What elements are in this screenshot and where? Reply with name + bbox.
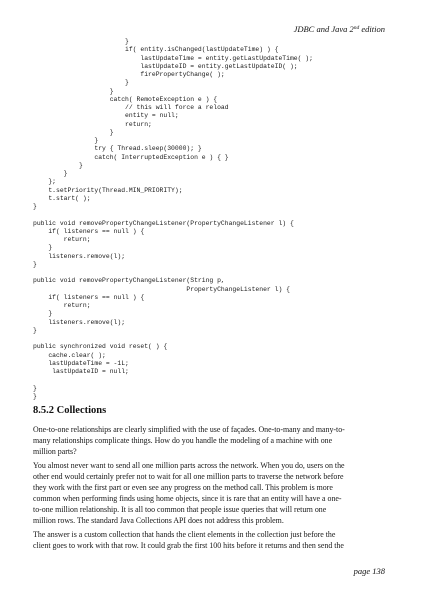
paragraph-2 bbox=[33, 461, 398, 526]
paragraph-line: million parts? bbox=[33, 446, 77, 456]
section-heading: 8.5.2 Collections bbox=[33, 405, 107, 416]
code-line: if( listeners == null ) { bbox=[33, 293, 145, 301]
code-line bbox=[33, 376, 313, 384]
code-line: } bbox=[33, 170, 68, 177]
code-line: } bbox=[33, 244, 53, 252]
paragraph-3 bbox=[33, 530, 398, 552]
paragraph-line: million rows. The standard Java Collections API does not address this problem. bbox=[33, 515, 284, 525]
running-header bbox=[294, 23, 385, 34]
code-line: public void removePropertyChangeListener(String p, bbox=[33, 277, 225, 285]
header-edition: edition bbox=[359, 24, 385, 34]
paragraph-line: common when performing finds using home objects, since it is rare that an entity will have a one- bbox=[33, 493, 342, 503]
code-line: catch( InterruptedException e ) { } bbox=[33, 153, 229, 161]
code-line: catch( RemoteException e ) { bbox=[33, 95, 218, 103]
code-line: } bbox=[33, 310, 53, 318]
header-title: JDBC and Java 2 bbox=[293, 24, 354, 34]
code-line: } bbox=[33, 260, 37, 268]
code-line: listeners.remove(l); bbox=[33, 252, 126, 260]
paragraph-line: other end would certainly prefer not to wait for all one million parts to traverse the network before bbox=[33, 471, 344, 481]
paragraph-1 bbox=[33, 425, 398, 458]
code-line: } bbox=[33, 384, 37, 392]
code-line: } bbox=[33, 87, 114, 95]
code-line: } bbox=[33, 79, 129, 87]
paragraph-line: client goes to work with that row. It could grab the first 100 hits before it returns and then send the bbox=[33, 540, 344, 550]
paragraph-line: many relationships complicate things. How do you handle the modeling of a machine with one bbox=[33, 435, 333, 445]
code-line: } bbox=[33, 161, 83, 169]
code-line: public void removePropertyChangeListener(PropertyChangeListener l) { bbox=[33, 219, 294, 227]
code-line: // this will force a reload bbox=[33, 104, 229, 111]
code-line: lastUpdateTime = -1L; bbox=[33, 359, 129, 367]
paragraph-line: One-to-one relationships are clearly simplified with the use of façades. One-to-many and many-to- bbox=[33, 425, 345, 434]
code-line: entity = null; bbox=[33, 112, 179, 120]
code-line: return; bbox=[33, 236, 91, 243]
code-line: t.setPriority(Thread.MIN_PRIORITY); bbox=[33, 186, 183, 194]
code-line: t.start( ); bbox=[33, 194, 91, 202]
page-number: page 138 bbox=[353, 566, 385, 576]
code-line: firePropertyChange( ); bbox=[33, 71, 225, 78]
code-line: } bbox=[33, 326, 37, 334]
paragraph-line: to-one million relationship. It is all too common that people issue queries that will return one bbox=[33, 504, 327, 514]
header-superscript: nd bbox=[353, 25, 360, 31]
code-line: public synchronized void reset( ) { bbox=[33, 343, 168, 351]
paragraph-line: You almost never want to send all one million parts across the network. When you do, users on the bbox=[33, 461, 345, 470]
code-line: lastUpdateID = entity.getLastUpdateID( ); bbox=[33, 62, 298, 70]
code-line: } bbox=[33, 392, 37, 400]
code-line: lastUpdateTime = entity.getLastUpdateTime( ); bbox=[33, 54, 313, 62]
paragraph-line: they work with the first part or even see any progress on the method call. This problem is more bbox=[33, 482, 333, 492]
code-line bbox=[33, 211, 313, 219]
code-line: return; bbox=[33, 302, 91, 309]
code-line: listeners.remove(l); bbox=[33, 318, 126, 326]
paragraph-line: The answer is a custom collection that hands the client elements in the collection just before the bbox=[33, 530, 336, 539]
code-line: if( listeners == null ) { bbox=[33, 227, 145, 235]
code-line bbox=[33, 335, 313, 343]
code-line: } bbox=[33, 137, 99, 144]
code-line: if( entity.isChanged(lastUpdateTime) ) { bbox=[33, 46, 279, 54]
code-line: cache.clear( ); bbox=[33, 351, 106, 359]
code-line: try { Thread.sleep(30000); } bbox=[33, 145, 202, 153]
code-line: return; bbox=[33, 120, 152, 128]
code-line: } bbox=[33, 38, 129, 45]
code-line: } bbox=[33, 128, 114, 136]
code-line: }; bbox=[33, 178, 57, 186]
code-line: lastUpdateID = null; bbox=[33, 368, 129, 375]
code-listing bbox=[33, 38, 313, 401]
code-line: PropertyChangeListener l) { bbox=[33, 285, 290, 293]
code-line: } bbox=[33, 203, 37, 210]
code-line bbox=[33, 269, 313, 277]
